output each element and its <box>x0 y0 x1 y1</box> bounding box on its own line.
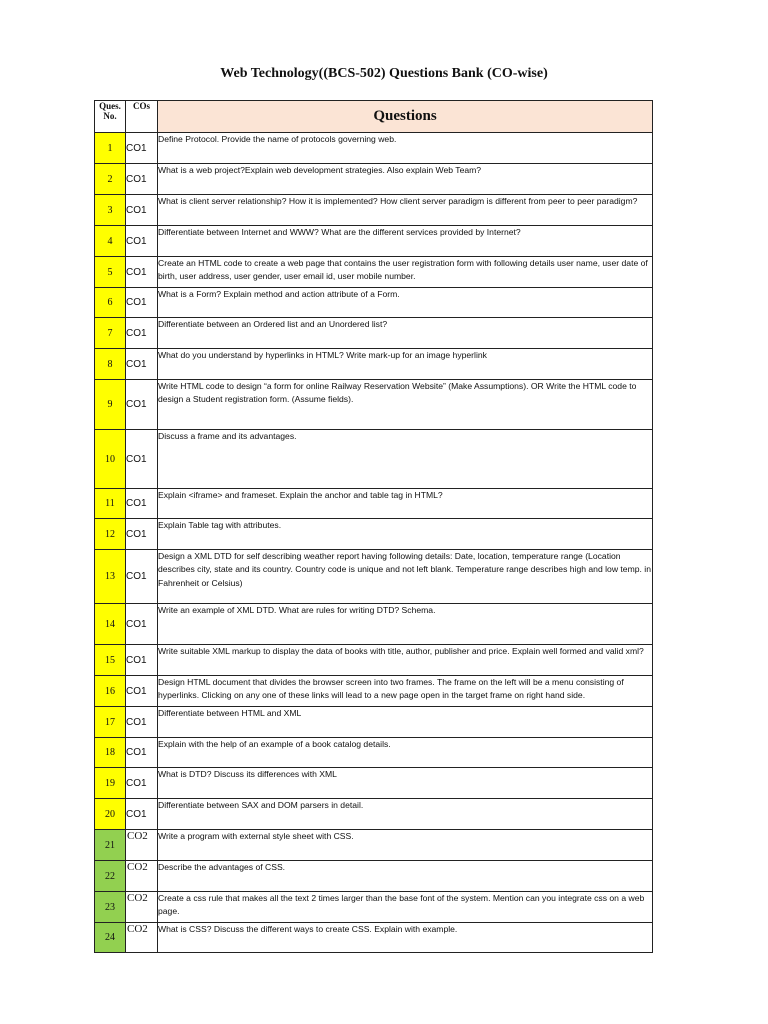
course-outcome: CO1 <box>126 604 158 645</box>
page-title: Web Technology((BCS-502) Questions Bank (CO-wise) <box>220 66 548 81</box>
table-row <box>95 288 653 318</box>
question-number: 20 <box>95 799 126 830</box>
table-row <box>95 164 653 195</box>
table-row <box>95 519 653 550</box>
question-text: Discuss a frame and its advantages. <box>158 430 653 489</box>
question-text: What is a Form? Explain method and action attribute of a Form. <box>158 288 653 318</box>
question-number: 13 <box>95 550 126 604</box>
course-outcome: CO1 <box>126 133 158 164</box>
question-text: Design a XML DTD for self describing weather report having following details: Date, location, temperature range (Location describes city, state and its country. Country code is unique and not left blank. Temperature range describes high and low temp. in Fahrenheit or Celsius) <box>158 550 653 604</box>
course-outcome: CO1 <box>126 164 158 195</box>
course-outcome: CO1 <box>126 799 158 830</box>
course-outcome: CO1 <box>126 676 158 707</box>
question-number: 5 <box>95 257 126 288</box>
question-text: Create a css rule that makes all the text 2 times larger than the base font of the system. Mention can you integrate css on a web page. <box>158 892 653 923</box>
table-row <box>95 676 653 707</box>
course-outcome: CO2 <box>126 830 158 861</box>
question-text: Write suitable XML markup to display the data of books with title, author, publisher and price. Explain well formed and valid xml? <box>158 645 653 676</box>
question-number: 19 <box>95 768 126 799</box>
table-row <box>95 349 653 380</box>
course-outcome: CO1 <box>126 349 158 380</box>
table-row <box>95 861 653 892</box>
course-outcome: CO1 <box>126 226 158 257</box>
table-row <box>95 604 653 645</box>
question-number: 6 <box>95 288 126 318</box>
question-number: 14 <box>95 604 126 645</box>
table-row <box>95 923 653 953</box>
table-row <box>95 489 653 519</box>
course-outcome: CO2 <box>126 892 158 923</box>
course-outcome: CO1 <box>126 257 158 288</box>
table-row <box>95 195 653 226</box>
question-number: 17 <box>95 707 126 738</box>
header-cos: COs <box>126 101 158 133</box>
header-questions: Questions <box>158 101 653 133</box>
question-text: What is CSS? Discuss the different ways to create CSS. Explain with example. <box>158 923 653 953</box>
question-text: Explain Table tag with attributes. <box>158 519 653 550</box>
question-text: Create an HTML code to create a web page that contains the user registration form with following details user name, user date of birth, user address, user gender, user email id, user mobile number. <box>158 257 653 288</box>
question-number: 23 <box>95 892 126 923</box>
course-outcome: CO1 <box>126 489 158 519</box>
question-text: Differentiate between an Ordered list and an Unordered list? <box>158 318 653 349</box>
question-text: Define Protocol. Provide the name of protocols governing web. <box>158 133 653 164</box>
course-outcome: CO2 <box>126 861 158 892</box>
course-outcome: CO1 <box>126 768 158 799</box>
question-text: Explain <iframe> and frameset. Explain the anchor and table tag in HTML? <box>158 489 653 519</box>
question-number: 8 <box>95 349 126 380</box>
question-text: Write an example of XML DTD. What are rules for writing DTD? Schema. <box>158 604 653 645</box>
course-outcome: CO1 <box>126 645 158 676</box>
question-text: Differentiate between SAX and DOM parsers in detail. <box>158 799 653 830</box>
course-outcome: CO1 <box>126 519 158 550</box>
question-text: What is client server relationship? How it is implemented? How client server paradigm is different from peer to peer paradigm? <box>158 195 653 226</box>
question-number: 2 <box>95 164 126 195</box>
table-row <box>95 318 653 349</box>
question-text: Differentiate between Internet and WWW? What are the different services provided by Internet? <box>158 226 653 257</box>
table-row <box>95 133 653 164</box>
question-text: Explain with the help of an example of a book catalog details. <box>158 738 653 768</box>
course-outcome: CO1 <box>126 195 158 226</box>
question-number: 18 <box>95 738 126 768</box>
question-number: 4 <box>95 226 126 257</box>
question-number: 11 <box>95 489 126 519</box>
question-text: What do you understand by hyperlinks in HTML? Write mark-up for an image hyperlink <box>158 349 653 380</box>
question-text: Describe the advantages of CSS. <box>158 861 653 892</box>
table-row <box>95 380 653 430</box>
table-body <box>95 133 653 953</box>
question-number: 1 <box>95 133 126 164</box>
table-row <box>95 430 653 489</box>
course-outcome: CO1 <box>126 380 158 430</box>
question-text: Design HTML document that divides the browser screen into two frames. The frame on the left will be a menu consisting of hyperlinks. Clicking on any one of these links will lead to a new page open in the target frame on right hand side. <box>158 676 653 707</box>
table-row <box>95 799 653 830</box>
table-row <box>95 707 653 738</box>
question-number: 7 <box>95 318 126 349</box>
question-number: 12 <box>95 519 126 550</box>
table-row <box>95 550 653 604</box>
question-text: Write a program with external style sheet with CSS. <box>158 830 653 861</box>
course-outcome: CO1 <box>126 318 158 349</box>
question-number: 9 <box>95 380 126 430</box>
question-text: Write HTML code to design “a form for online Railway Reservation Website” (Make Assumptions). OR Write the HTML code to design a Student registration form. (Assume fields). <box>158 380 653 430</box>
question-number: 16 <box>95 676 126 707</box>
course-outcome: CO1 <box>126 430 158 489</box>
question-text: What is DTD? Discuss its differences with XML <box>158 768 653 799</box>
table-row <box>95 768 653 799</box>
table-row <box>95 892 653 923</box>
question-number: 21 <box>95 830 126 861</box>
table-row <box>95 830 653 861</box>
course-outcome: CO2 <box>126 923 158 953</box>
course-outcome: CO1 <box>126 550 158 604</box>
question-number: 24 <box>95 923 126 953</box>
course-outcome: CO1 <box>126 288 158 318</box>
table-row <box>95 226 653 257</box>
table-header-row <box>95 101 653 133</box>
course-outcome: CO1 <box>126 738 158 768</box>
table-row <box>95 257 653 288</box>
question-text: What is a web project?Explain web development strategies. Also explain Web Team? <box>158 164 653 195</box>
question-number: 22 <box>95 861 126 892</box>
table-row <box>95 738 653 768</box>
question-number: 15 <box>95 645 126 676</box>
table-row <box>95 645 653 676</box>
question-number: 10 <box>95 430 126 489</box>
questions-table <box>94 100 653 953</box>
header-ques-no: Ques. No. <box>95 101 126 133</box>
course-outcome: CO1 <box>126 707 158 738</box>
question-number: 3 <box>95 195 126 226</box>
question-text: Differentiate between HTML and XML <box>158 707 653 738</box>
